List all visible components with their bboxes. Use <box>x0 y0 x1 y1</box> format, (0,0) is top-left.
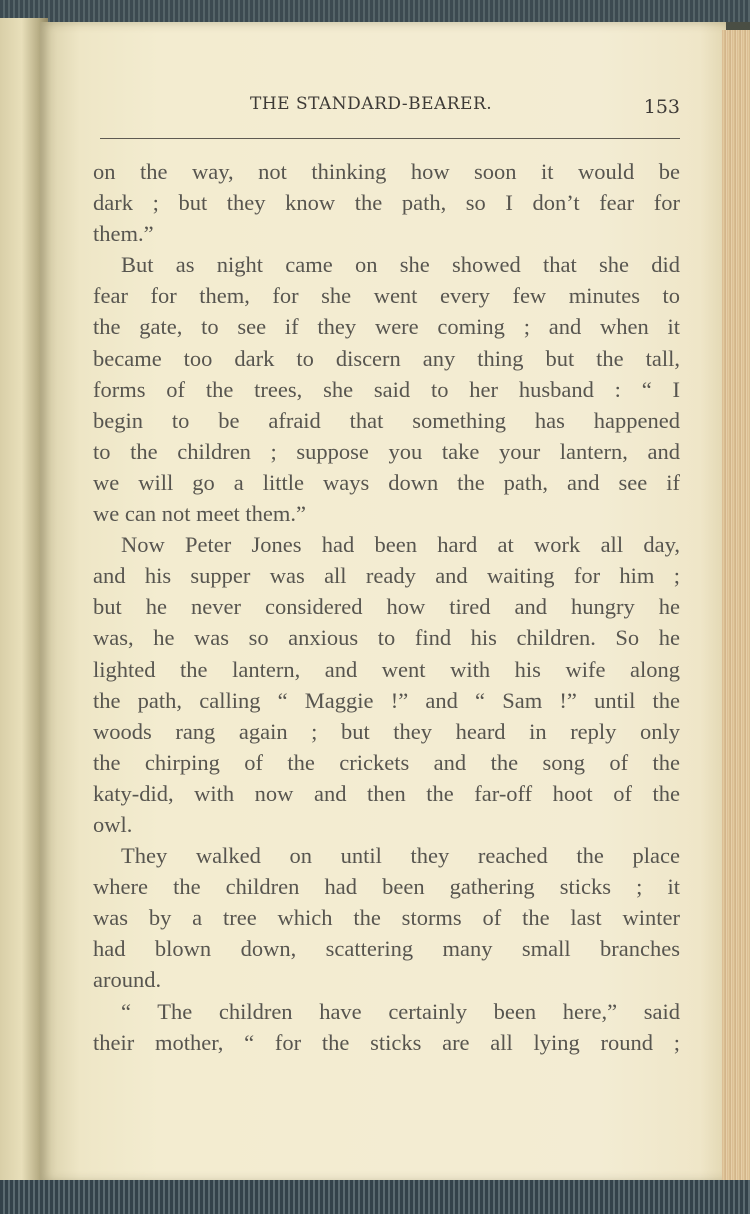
text-line: had blown down, scattering many small branches <box>93 936 680 962</box>
text-line: They walked on until they reached the place <box>121 843 680 869</box>
text-line: around. <box>93 967 162 993</box>
text-line: where the children had been gathering sticks ; it <box>93 874 680 900</box>
text-line: lighted the lantern, and went with his wife along <box>93 656 680 682</box>
text-line: “ The children have certainly been here,” said <box>121 998 680 1024</box>
text-line: their mother, “ for the sticks are all lying round ; <box>93 1029 680 1055</box>
text-line: owl. <box>93 811 133 837</box>
running-head: THE STANDARD-BEARER. <box>250 94 493 114</box>
text-line: woods rang again ; but they heard in reply only <box>93 718 680 744</box>
text-line: the chirping of the crickets and the song of the <box>93 749 680 775</box>
text-line: we can not meet them.” <box>93 501 307 527</box>
text-line: the path, calling “ Maggie !” and “ Sam !” until the <box>93 687 680 713</box>
text-line: on the way, not thinking how soon it would be <box>93 159 680 184</box>
text-line: But as night came on she showed that she did <box>121 252 680 278</box>
header-rule <box>100 138 680 139</box>
page-edges <box>722 30 750 1190</box>
text-line: we will go a little ways down the path, and see if <box>93 469 680 495</box>
text-line: katy-did, with now and then the far-off hoot of the <box>93 780 680 806</box>
text-line: and his supper was all ready and waiting for him ; <box>93 563 680 589</box>
text-line: was by a tree which the storms of the last winter <box>93 905 680 931</box>
text-line: them.” <box>93 221 154 247</box>
book-cover-top <box>0 0 750 22</box>
text-line: fear for them, for she went every few minutes to <box>93 283 680 309</box>
text-line: was, he was so anxious to find his children. So he <box>93 625 680 651</box>
text-line: became too dark to discern any thing but the tall, <box>93 345 680 371</box>
book-cover-bottom <box>0 1180 750 1214</box>
page-number: 153 <box>643 96 680 118</box>
text-line: dark ; but they know the path, so I don’t fear for <box>93 190 680 216</box>
text-line: but he never considered how tired and hungry he <box>93 594 680 620</box>
text-line: to the children ; suppose you take your lantern, and <box>93 438 680 464</box>
text-line: forms of the trees, she said to her husband : “ I <box>93 376 680 402</box>
text-line: the gate, to see if they were coming ; and when it <box>93 314 680 340</box>
text-line: Now Peter Jones had been hard at work all day, <box>121 532 680 558</box>
page-header <box>100 94 680 124</box>
text-line: begin to be afraid that something has happened <box>93 407 680 433</box>
body-text <box>93 156 680 1058</box>
